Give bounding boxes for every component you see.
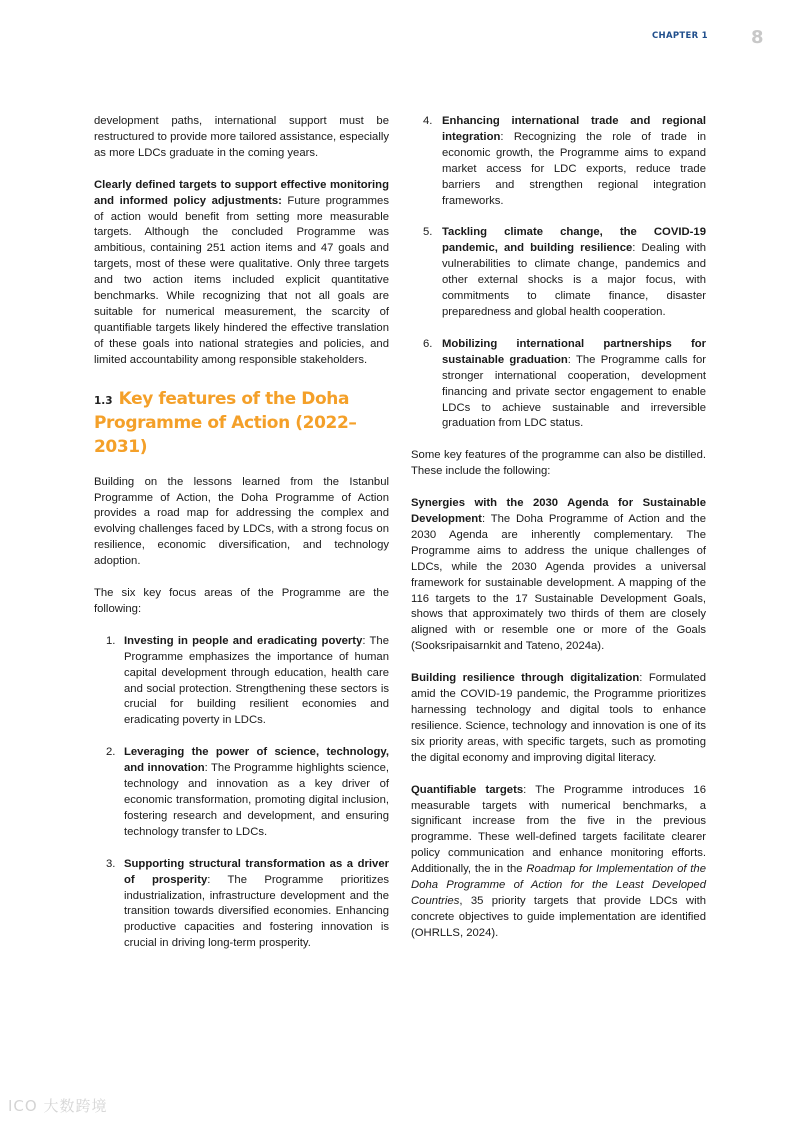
list-number: 2. bbox=[106, 746, 116, 759]
targets-text: Future programmes of action would benefit from setting more measurable targets. Although the concluded Programme was ambitious, containing 251 action items and 47 goals and targets, most of these were qualitative. Only three targets and two action items included explicit quantitative benchmarks. While recognizing that not all goals are suitable for numerical measurement, the scarcity of quantifiable targets likely hindered the effective translation of these goals into national strategies and policies, and limited accountability among responsible stakeholders. bbox=[94, 194, 389, 366]
intro-paragraph: development paths, international support must be restructured to provide more tailored assistance, especially as more LDCs graduate in the coming years. bbox=[94, 115, 389, 159]
focus-area-title: Supporting structural transformation as a driver of prosperity bbox=[124, 857, 389, 886]
feature-text-end: , 35 priority targets that provide LDCs with concrete objectives to guide implementation are identified (OHRLLS, 2024). bbox=[411, 894, 706, 939]
focus-area-title: Mobilizing international partnerships for sustainable graduation bbox=[442, 337, 706, 366]
focus-area-title: Tackling climate change, the COVID-19 pandemic, and building resilience bbox=[442, 226, 706, 255]
feature-paragraph bbox=[411, 496, 706, 655]
focus-area-text: : The Programme emphasizes the importance of human capital development through education, health care and social protection. Strengthening these sectors is crucial for building resilient economies and eradicating poverty in LDCs. bbox=[124, 634, 389, 727]
section-heading bbox=[94, 387, 389, 459]
focus-area-item bbox=[411, 337, 706, 432]
focus-areas-list-left bbox=[94, 634, 389, 952]
focus-area-text: : The Programme highlights science, technology and innovation as a key driver of economic transformation, promoting digital inclusion, fostering research and development, and ensuring technology transfer to LDCs. bbox=[124, 762, 389, 838]
focus-areas-list-right bbox=[411, 114, 706, 432]
quantifiable-paragraph bbox=[411, 783, 706, 942]
focus-intro: The six key focus areas of the Programme are the following: bbox=[94, 587, 389, 615]
focus-area-item bbox=[94, 745, 389, 840]
watermark-logo: ICO 大数跨境 bbox=[8, 1097, 108, 1115]
roadmap-title: Roadmap for Implementation of the Doha Programme of Action for the Least Developed Countries bbox=[411, 863, 706, 907]
feature-text: : The Doha Programme of Action and the 2030 Agenda are inherently complementary. The Programme aims to address the unique challenges of LDCs, while the 2030 Agenda provides a universal framework for sustainable development. A mapping of the 116 targets to the 17 Sustainable Development Goals, shows that approximately two thirds of them are closely aligned with or resemble one or more of the Goals (Sooksripaisarnkit and Tateno, 2024a). bbox=[411, 513, 706, 653]
focus-area-item bbox=[94, 634, 389, 729]
features-intro: Some key features of the programme can also be distilled. These include the following: bbox=[411, 449, 706, 478]
list-number: 3. bbox=[106, 857, 116, 870]
chapter-label: CHAPTER 1 bbox=[652, 31, 708, 41]
focus-area-title: Enhancing international trade and regional integration bbox=[442, 115, 706, 143]
section-number: 1.3 bbox=[94, 394, 113, 407]
list-number: 1. bbox=[106, 634, 116, 647]
feature-title: Building resilience through digitalization bbox=[411, 672, 640, 685]
left-column bbox=[94, 114, 389, 968]
list-number: 4. bbox=[423, 115, 433, 127]
focus-area-title: Investing in people and eradicating poverty bbox=[124, 634, 363, 647]
focus-area-text: : The Programme calls for stronger international cooperation, development financing and private sector engagement to enable LDCs to achieve sustainable and irreversible graduation from LDC status. bbox=[442, 353, 706, 430]
focus-area-item bbox=[411, 114, 706, 209]
targets-paragraph bbox=[94, 178, 389, 369]
focus-area-text: : Recognizing the role of trade in economic growth, the Programme aims to expand market access for LDC exports, reduce trade barriers and strengthen regional integration frameworks. bbox=[442, 130, 706, 207]
section-title: Key features of the Doha Programme of Action (2022–2031) bbox=[94, 388, 357, 457]
feature-title: Synergies with the 2030 Agenda for Sustainable Development bbox=[411, 497, 706, 526]
focus-area-title: Leveraging the power of science, technology, and innovation bbox=[124, 746, 389, 775]
right-column bbox=[411, 114, 706, 958]
targets-lead: Clearly defined targets to support effective monitoring and informed policy adjustments: bbox=[94, 178, 389, 207]
page-number: 8 bbox=[751, 27, 764, 48]
feature-text: : The Programme introduces 16 measurable targets with numerical benchmarks, a significant increase from the five in the previous programme. These well-defined targets facilitate clearer policy communication and enhance monitoring efforts. Additionally, the in the bbox=[411, 783, 706, 876]
feature-title: Quantifiable targets bbox=[411, 783, 524, 796]
focus-area-item bbox=[411, 225, 706, 320]
focus-area-text: : Dealing with vulnerabilities to climate change, pandemics and other external shocks is a major focus, with commitments to climate finance, disaster preparedness and global health cooperation. bbox=[442, 242, 706, 318]
focus-area-item bbox=[94, 857, 389, 952]
list-number: 5. bbox=[423, 226, 433, 239]
feature-text: : Formulated amid the COVID-19 pandemic, the Programme prioritizes harnessing technology and digital tools to enhance resilience. Science, technology and innovation is one of its six priority areas, with specific targets, such as promoting the digital economy and improving digital literacy. bbox=[411, 672, 706, 764]
section-intro: Building on the lessons learned from the Istanbul Programme of Action, the Doha Programme of Action provides a road map for addressing the complex and evolving challenges faced by LDCs, with a strong focus on resilience, economic diversification, and technology adoption. bbox=[94, 475, 389, 568]
feature-paragraph bbox=[411, 671, 706, 766]
list-number: 6. bbox=[423, 337, 433, 350]
focus-area-text: : The Programme prioritizes industrialization, infrastructure development and the transition towards diversified economies. Enhancing productive capacities and fostering innovation is crucial in driving long-term prosperity. bbox=[124, 873, 390, 950]
